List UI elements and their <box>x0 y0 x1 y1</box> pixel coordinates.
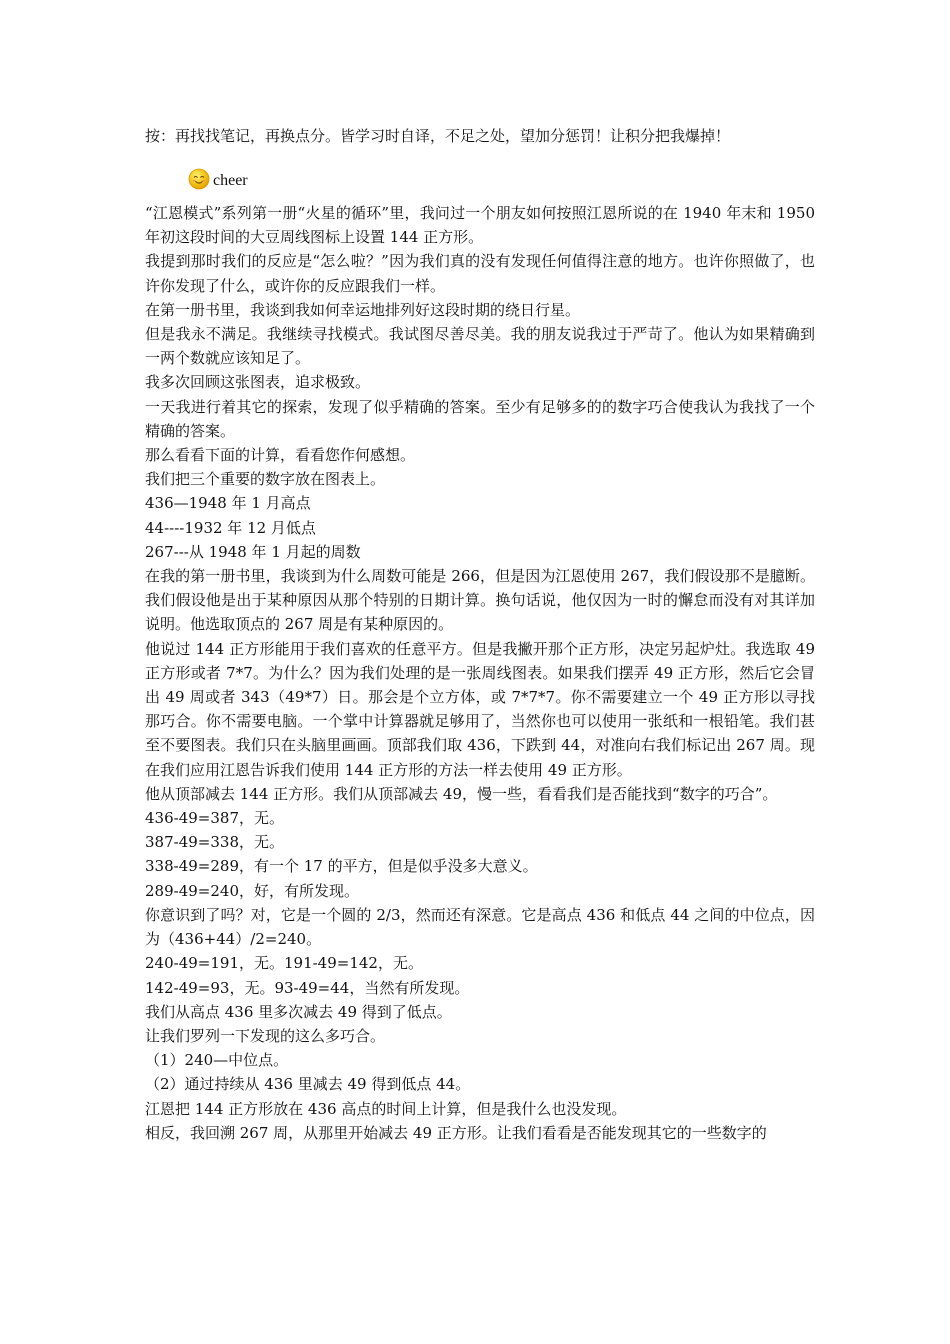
paragraph: 那么看看下面的计算，看看您作何感想。 <box>145 446 416 465</box>
paragraph: 我提到那时我们的反应是“怎么啦？”因为我们真的没有发现任何值得注意的地方。也许你照做了，也许你发现了什么，或许你的反应跟我们一样。 <box>145 252 815 295</box>
paragraph: 相反，我回溯 267 周，从那里开始减去 49 正方形。让我们看看是否能发现其它的一些数字的 <box>145 1123 767 1142</box>
paragraph: 387-49=338，无。 <box>145 833 284 852</box>
paragraph: 436—1948 年 1 月高点 <box>145 494 311 513</box>
smiley-icon <box>188 168 210 190</box>
paragraph: （2）通过持续从 436 里减去 49 得到低点 44。 <box>145 1075 471 1094</box>
paragraph: 我多次回顾这张图表，追求极致。 <box>145 373 371 392</box>
paragraph: 让我们罗列一下发现的这么多巧合。 <box>145 1026 386 1045</box>
article-body <box>145 201 815 1145</box>
paragraph: 436-49=387，无。 <box>145 809 284 828</box>
paragraph: 我们从高点 436 里多次减去 49 得到了低点。 <box>145 1002 452 1021</box>
paragraph: 我们把三个重要的数字放在图表上。 <box>145 470 386 489</box>
paragraph: 240-49=191，无。191-49=142，无。 <box>145 954 423 973</box>
paragraph: （1）240—中位点。 <box>145 1051 289 1070</box>
paragraph: 44----1932 年 12 月低点 <box>145 518 316 537</box>
emoticon-label: cheer <box>213 172 248 189</box>
emoticon-row <box>188 164 248 190</box>
paragraph: 他从顶部减去 144 正方形。我们从顶部减去 49，慢一些，看看我们是否能找到“数字的巧合”。 <box>145 784 778 803</box>
paragraph: 267---从 1948 年 1 月起的周数 <box>145 542 361 561</box>
paragraph: “江恩模式”系列第一册“火星的循环”里，我问过一个朋友如何按照江恩所说的在 1940 年末和 1950 年初这段时间的大豆周线图标上设置 144 正方形。 <box>145 204 815 247</box>
paragraph: 142-49=93，无。93-49=44，当然有所发现。 <box>145 978 470 997</box>
paragraph: 在第一册书里，我谈到我如何幸运地排列好这段时期的绕日行星。 <box>145 300 581 319</box>
translator-note: 按：再找找笔记，再换点分。皆学习时自译，不足之处，望加分惩罚！让积分把我爆掉！ <box>145 127 731 145</box>
paragraph: 江恩把 144 正方形放在 436 高点的时间上计算，但是我什么也没发现。 <box>145 1099 627 1118</box>
paragraph: 你意识到了吗？对，它是一个圆的 2/3，然而还有深意。它是高点 436 和低点 44 之间的中位点，因为（436+44）/2=240。 <box>145 905 815 949</box>
paragraph: 289-49=240，好，有所发现。 <box>145 881 359 900</box>
paragraph: 但是我永不满足。我继续寻找模式。我试图尽善尽美。我的朋友说我过于严苛了。他认为如果精确到一两个数就应该知足了。 <box>145 325 815 368</box>
paragraph: 一天我进行着其它的探索，发现了似乎精确的答案。至少有足够多的的数字巧合使我认为我找了一个精确的答案。 <box>145 397 815 440</box>
paragraph: 338-49=289，有一个 17 的平方，但是似乎没多大意义。 <box>145 857 538 876</box>
paragraph: 他说过 144 正方形能用于我们喜欢的任意平方。但是我撇开那个正方形，决定另起炉灶。我选取 49 正方形或者 7*7。为什么？因为我们处理的是一张周线图表。如果我们摆弄 49 正方形，然后它会冒出 49 周或者 343（49*7）日。那会是个立方体，或 7*7*7。你不需要建立一个 49 正方形以寻找那巧合。你不需要电脑。一个掌中计算器就足够用了，当然你也可以使用一张纸和一根铅笔。我们甚至不要图表。我们只在头脑里画画。顶部我们取 436，下跌到 44，对准向右我们标记出 267 周。现在我们应用江恩告诉我们使用 144 正方形的方法一样去使用 49 正方形。 <box>145 639 815 779</box>
paragraph: 在我的第一册书里，我谈到为什么周数可能是 266，但是因为江恩使用 267，我们假设那不是臆断。我们假设他是出于某种原因从那个特别的日期计算。换句话说，他仅因为一时的懈怠而没有对其详加说明。他选取顶点的 267 周是有某种原因的。 <box>145 567 815 634</box>
